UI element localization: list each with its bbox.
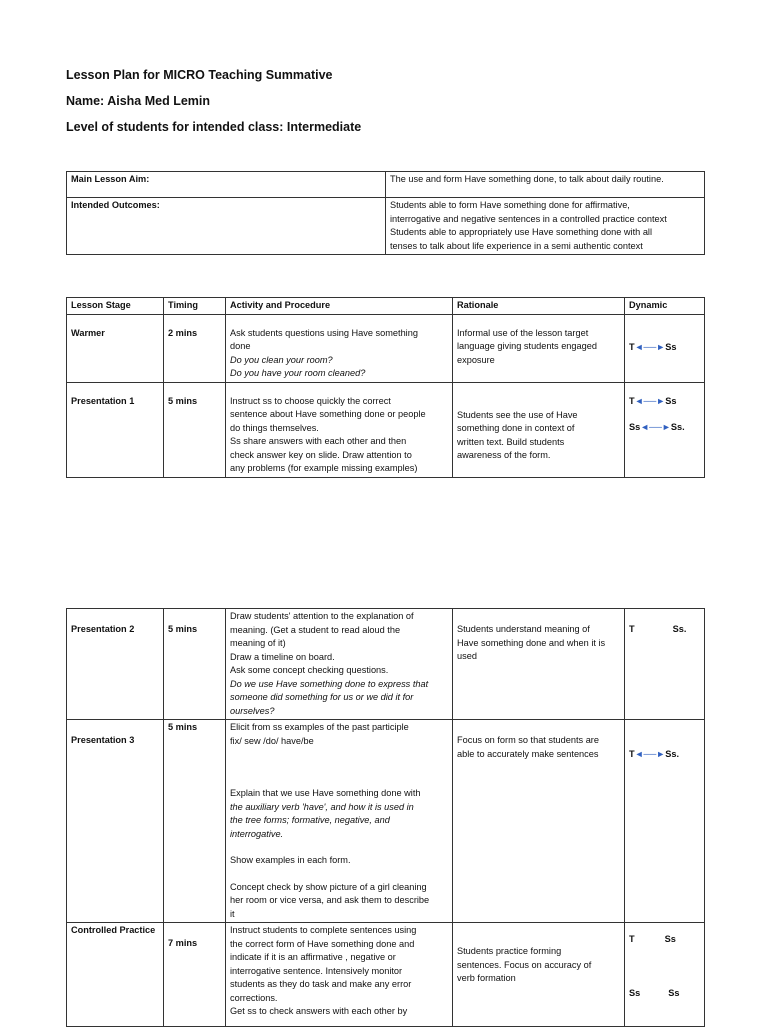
activity-line: Do you have your room cleaned? [230, 368, 366, 378]
main-aim-label: Main Lesson Aim: [67, 172, 386, 198]
spacer [230, 841, 448, 854]
rationale-cell [453, 382, 625, 477]
activity-line: indicate if it is an affirmative , negative or [230, 952, 396, 962]
double-arrow-icon: ◄──► [634, 395, 666, 406]
stage-cell: Controlled Practice [67, 923, 164, 1027]
doc-title: Lesson Plan for MICRO Teaching Summative [66, 68, 333, 82]
activity-line: sentence about Have something done or people [230, 409, 426, 419]
lesson-plan-table-1 [66, 297, 705, 478]
rationale-cell [453, 720, 625, 923]
activity-line: any problems (for example missing examples) [230, 463, 418, 473]
student-level: Level of students for intended class: Intermediate [66, 120, 362, 134]
activity-line: the auxiliary verb 'have', and how it is used in [230, 801, 414, 812]
rationale-line: Students see the use of Have [457, 409, 578, 420]
activity-line: the tree forms; formative, negative, and [230, 815, 390, 825]
activity-line: fix/ sew /do/ have/be [230, 735, 314, 746]
activity-line: Elicit from ss examples of the past participle [230, 722, 409, 732]
outcome-line: Students able to appropriately use Have something done with all [390, 227, 653, 237]
rationale-line: Students understand meaning of [457, 624, 590, 634]
dynamic-cell [625, 720, 705, 923]
timing-cell: 2 mins [164, 314, 226, 382]
spacer [230, 761, 448, 774]
rationale-line: exposure [457, 354, 495, 365]
outcomes-value [386, 198, 705, 255]
activity-line: her room or vice versa, and ask them to describe [230, 895, 430, 905]
rationale-line: language giving students engaged [457, 341, 597, 351]
dynamic-line: T◄──►Ss [629, 395, 677, 406]
dynamic-line: Ss◄──►Ss. [629, 422, 685, 432]
rationale-line: sentences. Focus on accuracy of [457, 959, 592, 970]
outcome-line: interrogative and negative sentences in a controlled practice context [390, 213, 667, 224]
stage-cell: Warmer [67, 314, 164, 382]
dynamic-cell [625, 609, 705, 720]
double-arrow-icon: ◄──► [634, 749, 666, 759]
spacer [230, 868, 448, 881]
activity-line: the correct form of Have something done and [230, 938, 415, 949]
activity-line: do things themselves. [230, 422, 319, 433]
teacher-name: Name: Aisha Med Lemin [66, 94, 211, 108]
activity-line: Instruct ss to choose quickly the correct [230, 395, 391, 406]
activity-line: Draw students' attention to the explanation of [230, 611, 414, 621]
rationale-line: awareness of the form. [457, 450, 551, 460]
activity-line: ourselves? [230, 705, 275, 716]
rationale-line: Focus on form so that students are [457, 735, 599, 745]
double-arrow-icon: ◄──► [634, 341, 666, 352]
activity-line: meaning. (Get a student to read aloud the [230, 624, 401, 635]
activity-line: someone did something for us or we did it for [230, 692, 414, 702]
timing-cell: 5 mins [164, 609, 226, 720]
dynamic-line: T◄──►Ss. [629, 749, 679, 759]
timing-cell: 5 mins [164, 382, 226, 477]
activity-line: Do we use Have something done to express that [230, 678, 429, 689]
rationale-line: Students practice forming [457, 946, 562, 956]
dynamic-cell [625, 314, 705, 382]
dynamic-cell [625, 923, 705, 1027]
activity-line: Draw a timeline on board. [230, 651, 335, 662]
col-header-stage: Lesson Stage [67, 298, 164, 315]
outcome-line: Students able to form Have something done for affirmative, [390, 200, 630, 210]
spacer [230, 774, 448, 787]
activity-line: interrogative. [230, 828, 284, 839]
activity-line: Do you clean your room? [230, 354, 333, 365]
activity-line: Explain that we use Have something done with [230, 788, 421, 798]
rationale-line: verb formation [457, 973, 516, 983]
rationale-line: able to accurately make sentences [457, 748, 599, 759]
activity-line: Show examples in each form. [230, 855, 351, 865]
activity-line: Get ss to check answers with each other by [230, 1006, 408, 1016]
activity-line: interrogative sentence. Intensively monitor [230, 965, 403, 976]
stage-cell: Presentation 3 [67, 720, 164, 923]
col-header-rationale: Rationale [453, 298, 625, 315]
outcomes-label: Intended Outcomes: [67, 198, 386, 255]
activity-line: Instruct students to complete sentences using [230, 925, 417, 935]
activity-line: it [230, 908, 235, 919]
timing-cell: 5 mins [164, 720, 226, 923]
table-row [67, 720, 705, 923]
rationale-line: Informal use of the lesson target [457, 327, 589, 338]
activity-line: Ask students questions using Have something [230, 327, 418, 338]
rationale-cell [453, 314, 625, 382]
table-row [67, 382, 705, 477]
rationale-line: used [457, 651, 477, 661]
activity-cell [226, 382, 453, 477]
timing-cell: 7 mins [164, 923, 226, 1027]
rationale-line: written text. Build students [457, 436, 565, 447]
table-row [67, 923, 705, 1027]
table-row [67, 314, 705, 382]
activity-cell [226, 314, 453, 382]
stage-cell: Presentation 2 [67, 609, 164, 720]
activity-line: check answer key on slide. Draw attention to [230, 449, 412, 460]
col-header-timing: Timing [164, 298, 226, 315]
col-header-dynamic: Dynamic [625, 298, 705, 315]
stage-cell: Presentation 1 [67, 382, 164, 477]
rationale-line: something done in context of [457, 423, 575, 433]
dynamic-cell [625, 382, 705, 477]
double-arrow-icon: ◄──► [640, 422, 671, 432]
rationale-cell [453, 923, 625, 1027]
outcome-line: tenses to talk about life experience in a semi authentic context [390, 240, 643, 251]
dynamic-line: Ss Ss [629, 987, 680, 998]
activity-line: corrections. [230, 992, 278, 1003]
activity-line: Concept check by show picture of a girl cleaning [230, 881, 427, 892]
activity-line: students as they do task and make any error [230, 979, 412, 989]
dynamic-line: T◄──►Ss [629, 341, 677, 352]
rationale-line: Have something done and when it is [457, 637, 606, 648]
col-header-activity: Activity and Procedure [226, 298, 453, 315]
table-row [67, 609, 705, 720]
activity-line: Ask some concept checking questions. [230, 665, 389, 675]
activity-line: done [230, 341, 251, 351]
dynamic-line: T Ss [629, 934, 676, 944]
dynamic-line: T Ss. [629, 624, 687, 634]
aims-table [66, 171, 705, 255]
main-aim-value: The use and form Have something done, to talk about daily routine. [386, 172, 705, 198]
activity-line: Ss share answers with each other and then [230, 436, 407, 446]
lesson-plan-table-2 [66, 608, 705, 1027]
spacer [230, 748, 448, 761]
activity-cell [226, 720, 453, 923]
rationale-cell [453, 609, 625, 720]
activity-line: meaning of it) [230, 638, 286, 648]
activity-cell [226, 923, 453, 1027]
activity-cell [226, 609, 453, 720]
